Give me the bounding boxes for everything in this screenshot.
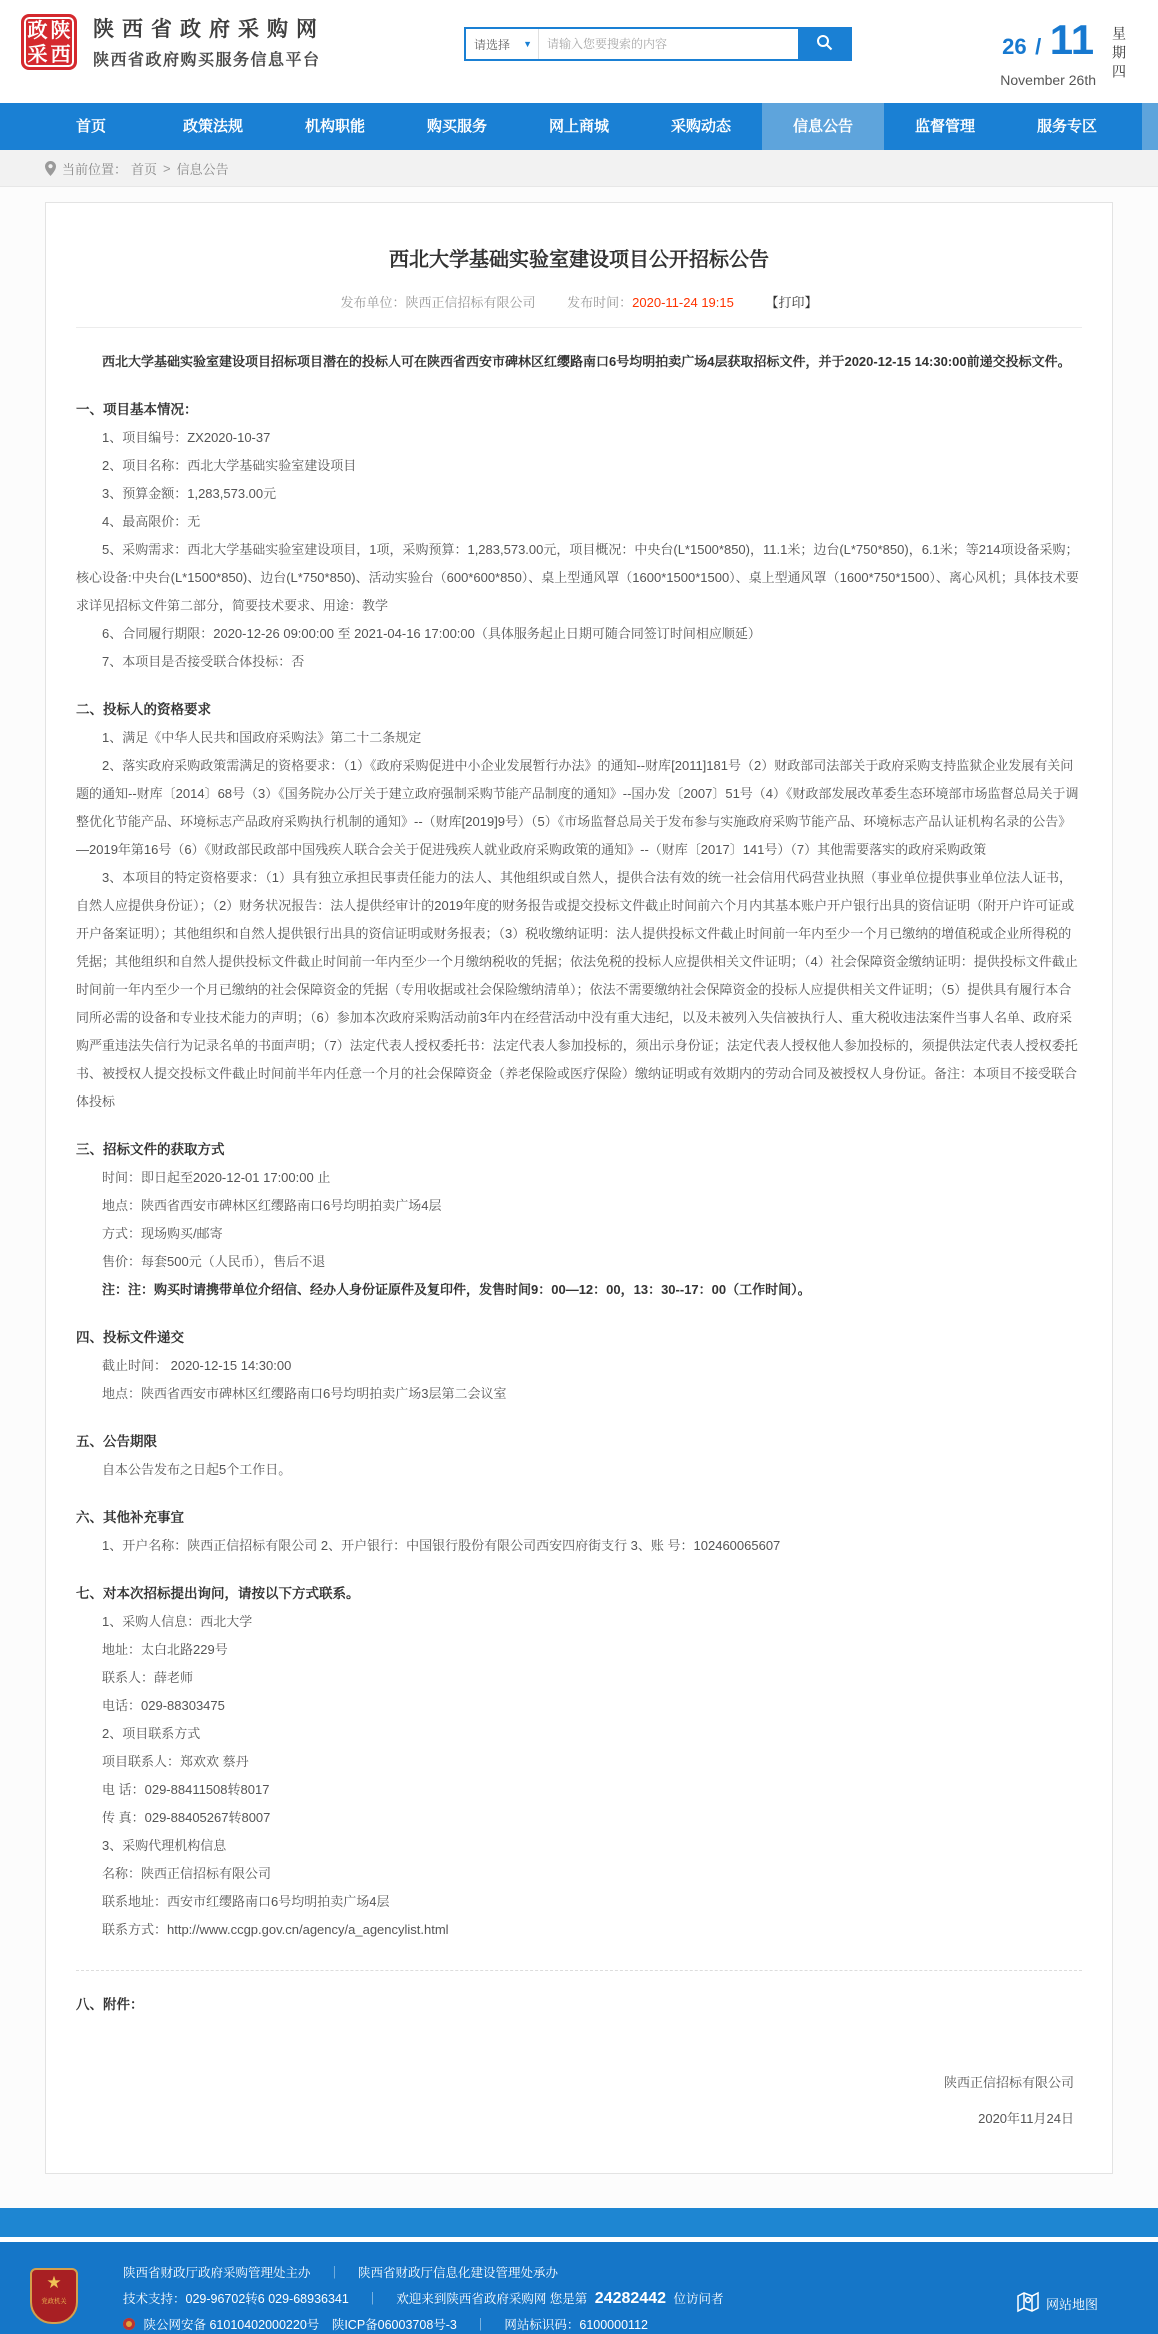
section-heading: 二、投标人的资格要求 bbox=[76, 702, 211, 717]
site-title: 陕西省政府采购网 bbox=[93, 18, 325, 41]
publisher-label: 发布单位： bbox=[340, 295, 406, 310]
breadcrumb bbox=[0, 150, 1158, 187]
article-paragraph: 地址：太白北路229号 bbox=[102, 1642, 228, 1657]
publish-time-label: 发布时间： bbox=[567, 295, 633, 310]
print-button[interactable]: 【打印】 bbox=[765, 295, 818, 310]
search-icon bbox=[816, 34, 833, 54]
article-paragraph: 3、采购代理机构信息 bbox=[102, 1838, 227, 1853]
emblem-text: 党政机关 bbox=[41, 2298, 67, 2305]
nav-item-procurement-news[interactable]: 采购动态 bbox=[670, 118, 731, 135]
date-weekday: 星期四 bbox=[1111, 25, 1127, 83]
article-paragraph: 5、采购需求：西北大学基础实验室建设项目，1项，采购预算：1,283,573.00元，项目概况：中央台(L*1500*850)，11.1米；边台(L*750*850)，6.1米；等214项设备采购；核心设备:中央台(L*1500*850)、边台(L*750*850)、活动实验台（600*600*850）、桌上型通风罩（1600*1500*1500）、桌上型通风罩（1600*750*1500）、离心风机；具体技术要求详见招标文件第二部分，简要技术要求、用途：教学 bbox=[76, 542, 1079, 613]
search-box bbox=[464, 27, 852, 61]
location-pin-icon bbox=[45, 161, 56, 176]
logo-char: 陕 bbox=[50, 19, 71, 42]
publisher-value: 陕西正信招标有限公司 bbox=[405, 295, 536, 310]
article-paragraph: 联系方式：http://www.ccgp.gov.cn/agency/a_agencylist.html bbox=[102, 1922, 449, 1937]
article-meta bbox=[76, 292, 1082, 328]
date-main bbox=[1000, 16, 1096, 88]
footer-separator: ｜ bbox=[474, 2318, 487, 2332]
article-paragraph: 4、最高限价：无 bbox=[102, 514, 201, 529]
visitor-count: 24282442 bbox=[594, 2290, 666, 2307]
article-paragraph: 项目联系人：郑欢欢 蔡丹 bbox=[102, 1754, 249, 1769]
top-header bbox=[0, 0, 1158, 103]
breadcrumb-current[interactable]: 信息公告 bbox=[176, 161, 229, 177]
section-heading: 一、项目基本情况： bbox=[76, 402, 198, 417]
public-security-badge-icon bbox=[123, 2318, 135, 2330]
date-widget bbox=[1000, 16, 1128, 88]
article-paragraph: 电话：029-88303475 bbox=[102, 1698, 225, 1713]
footer-accent-band bbox=[0, 2208, 1158, 2237]
article-paragraph: 时间：即日起至2020-12-01 17:00:00 止 bbox=[102, 1170, 331, 1185]
nav-menu bbox=[30, 103, 1128, 150]
footer-zone bbox=[0, 2208, 1158, 2334]
page-title: 西北大学基础实验室建设项目公开招标公告 bbox=[389, 249, 769, 271]
article-paragraph: 1、开户名称：陕西正信招标有限公司 2、开户银行：中国银行股份有限公司西安四府街支行 3、账 号：102460065607 bbox=[102, 1538, 781, 1553]
article-paragraph: 2、项目名称：西北大学基础实验室建设项目 bbox=[102, 458, 357, 473]
signature-line: 陕西正信招标有限公司 bbox=[943, 2075, 1074, 2090]
article-paragraph: 注：注：购买时请携带单位介绍信、经办人身份证原件及复印件，发售时间9：00—12：00，13：30--17：00（工作时间）。 bbox=[102, 1282, 811, 1297]
section-heading: 八、附件： bbox=[76, 1997, 144, 2012]
nav-item-purchase-service[interactable]: 购买服务 bbox=[426, 118, 487, 135]
footer-beian-line bbox=[123, 2312, 723, 2334]
sitemap-label: 网站地图 bbox=[1045, 2297, 1098, 2312]
section-heading: 六、其他补充事宜 bbox=[76, 1510, 184, 1525]
article-paragraph: 1、满足《中华人民共和国政府采购法》第二十二条规定 bbox=[102, 730, 422, 745]
date-day: 26 bbox=[1002, 34, 1027, 59]
article-paragraph: 电 话：029-88411508转8017 bbox=[102, 1782, 270, 1797]
article-paragraph: 1、采购人信息：西北大学 bbox=[102, 1614, 253, 1629]
article-paragraph: 名称：陕西正信招标有限公司 bbox=[102, 1866, 272, 1881]
footer bbox=[0, 2242, 1158, 2334]
article-paragraph: 2、项目联系方式 bbox=[102, 1726, 201, 1741]
site-brand[interactable] bbox=[21, 13, 325, 70]
section-heading: 五、公告期限 bbox=[76, 1434, 157, 1449]
breadcrumb-label: 当前位置： bbox=[62, 161, 128, 177]
nav-item-policy[interactable]: 政策法规 bbox=[182, 118, 243, 135]
article-paragraph: 联系地址：西安市红缨路南口6号均明拍卖广场4层 bbox=[102, 1894, 390, 1909]
footer-text bbox=[123, 2260, 723, 2334]
search-button[interactable] bbox=[798, 29, 850, 59]
article-paragraph: 售价：每套500元（人民币），售后不退 bbox=[102, 1254, 326, 1269]
nav-item-info-notice[interactable]: 信息公告 bbox=[762, 103, 884, 150]
article-paragraph: 截止时间： 2020-12-15 14:30:00 bbox=[102, 1358, 292, 1373]
search-select-label: 请选择 bbox=[474, 37, 511, 52]
sitemap-link[interactable] bbox=[1016, 2290, 1098, 2317]
map-icon bbox=[1016, 2290, 1046, 2317]
date-english bbox=[1000, 72, 1096, 88]
logo-char: 西 bbox=[50, 43, 71, 66]
article-paragraph: 传 真：029-88405267转8007 bbox=[102, 1810, 271, 1825]
article-paragraph: 自本公告发布之日起5个工作日。 bbox=[102, 1462, 292, 1477]
footer-site-code: 网站标识码：6100000112 bbox=[504, 2318, 648, 2332]
logo-char: 政 bbox=[27, 19, 48, 42]
signature-line: 2020年11月24日 bbox=[978, 2111, 1074, 2126]
site-subtitle: 陕西省政府购买服务信息平台 bbox=[93, 52, 321, 69]
spacer bbox=[76, 2019, 1082, 2061]
date-month: 11 bbox=[1049, 16, 1095, 63]
footer-support-line bbox=[123, 2286, 723, 2312]
footer-welcome-suffix: 位访问者 bbox=[673, 2292, 724, 2306]
search-input[interactable] bbox=[538, 29, 798, 59]
footer-welcome-prefix: 欢迎来到陕西省政府采购网 您是第 bbox=[396, 2292, 588, 2306]
section-heading: 三、招标文件的获取方式 bbox=[76, 1142, 225, 1157]
article-paragraph: 地点：陕西省西安市碑林区红缨路南口6号均明拍卖广场3层第二会议室 bbox=[102, 1386, 507, 1401]
date-day-en: 26th bbox=[1068, 72, 1096, 88]
footer-org-line bbox=[123, 2260, 723, 2286]
section-heading: 七、对本次招标提出询问，请按以下方式联系。 bbox=[76, 1586, 360, 1601]
announcement-card bbox=[45, 202, 1113, 2174]
breadcrumb-home-link[interactable]: 首页 bbox=[131, 161, 158, 177]
nav-item-online-mall[interactable]: 网上商城 bbox=[548, 118, 609, 135]
nav-item-supervision[interactable]: 监督管理 bbox=[914, 118, 975, 135]
footer-beian: 陕公网安备 61010402000220号 bbox=[143, 2318, 320, 2332]
article-paragraph: 西北大学基础实验室建设项目招标项目潜在的投标人可在陕西省西安市碑林区红缨路南口6号均明拍卖广场4层获取招标文件，并于2020-12-15 14:30:00前递交投标文件。 bbox=[102, 354, 1071, 369]
chevron-down-icon: ▼ bbox=[523, 39, 532, 49]
date-month-en: November bbox=[1000, 72, 1065, 88]
footer-host: 陕西省财政厅政府采购管理处主办 bbox=[123, 2266, 311, 2280]
article-paragraph: 7、本项目是否接受联合体投标：否 bbox=[102, 654, 305, 669]
publish-time-value: 2020-11-24 19:15 bbox=[632, 295, 734, 310]
date-numbers bbox=[1000, 16, 1096, 70]
article-paragraph: 6、合同履行期限：2020-12-26 09:00:00 至 2021-04-16 17:00:00（具体服务起止日期可随合同签订时间相应顺延） bbox=[102, 626, 761, 641]
section-heading: 四、投标文件递交 bbox=[76, 1330, 184, 1345]
footer-icp: 陕ICP备06003708号-3 bbox=[331, 2318, 457, 2332]
footer-separator: ｜ bbox=[366, 2292, 379, 2306]
breadcrumb-separator: > bbox=[163, 160, 171, 176]
nav-edge-fragment bbox=[1142, 103, 1158, 150]
article-body bbox=[76, 348, 1082, 2133]
article-paragraph: 1、项目编号：ZX2020-10-37 bbox=[102, 430, 271, 445]
article-paragraph: 3、本项目的特定资格要求：（1）具有独立承担民事责任能力的法人、其他组织或自然人，提供合法有效的统一社会信用代码营业执照（事业单位提供事业单位法人证书，自然人应提供身份证）；（2）财务状况报告：法人提供经审计的2019年度的财务报告或提交投标文件截止时间前六个月内其基本账户开户银行出具的资信证明（附开户许可证或开户备案证明）；其他组织和自然人提供银行出具的资信证明或财务报表；（3）税收缴纳证明：法人提供投标文件截止时间前一年内至少一个月已缴纳的增值税或企业所得税的凭据；其他组织和自然人提供投标文件截止时间前一年内至少一个月缴纳税收的凭据；依法免税的投标人应提供相关文件证明；（4）社会保障资金缴纳证明：提供投标文件截止时间前一年内至少一个月已缴纳的社会保障资金的凭据（专用收据或社会保险缴纳清单）；依法不需要缴纳社会保障资金的投标人应提供相关文件证明；（5）提供具有履行本合同所必需的设备和专业技术能力的声明；（6）参加本次政府采购活动前3年内在经营活动中没有重大违纪，以及未被列入失信被执行人、重大税收违法案件当事人名单、政府采购严重违法失信行为记录名单的书面声明；（7）法定代表人授权委托书：法定代表人参加投标的，须出示身份证；法定代表人授权他人参加投标的，须提供法定代表人授权委托书、被授权人提交投标文件截止时间前半年内任意一个月的社会保障资金（养老保险或医疗保险）缴纳证明或有效期内的劳动合同及被授权人身份证。备注：本项目不接受联合体投标 bbox=[76, 870, 1078, 1109]
nav-item-home[interactable]: 首页 bbox=[75, 118, 106, 135]
star-icon: ★ bbox=[46, 2273, 62, 2292]
article-paragraph: 联系人：薛老师 bbox=[102, 1670, 194, 1685]
footer-separator: ｜ bbox=[328, 2266, 341, 2280]
nav-item-functions[interactable]: 机构职能 bbox=[304, 118, 365, 135]
date-separator: / bbox=[1035, 34, 1042, 59]
government-emblem bbox=[30, 2268, 78, 2324]
section-divider bbox=[76, 1970, 1082, 1971]
article-paragraph: 3、预算金额：1,283,573.00元 bbox=[102, 486, 277, 501]
article-paragraph: 2、落实政府采购政策需满足的资格要求：（1）《政府采购促进中小企业发展暂行办法》的通知--财库[2011]181号（2）财政部司法部关于政府采购支持监狱企业发展有关问题的通知--财库〔2014〕68号（3）《国务院办公厅关于建立政府强制采购节能产品制度的通知》--国办发〔2007〕51号（4）《财政部发展改革委生态环境部市场监督总局关于调整优化节能产品、环境标志产品政府采购执行机制的通知》--（财库[2019]9号）（5）《市场监督总局关于发布参与实施政府采购节能产品、环境标志产品认证机构名录的公告》—2019年第16号（6）《财政部民政部中国残疾人联合会关于促进残疾人就业政府采购政策的通知》--（财库〔2017〕141号）（7）其他需要落实的政府采购政策 bbox=[76, 758, 1079, 857]
footer-organizer: 陕西省财政厅信息化建设管理处承办 bbox=[358, 2266, 559, 2280]
article-paragraph: 方式：现场购买/邮寄 bbox=[102, 1226, 223, 1241]
site-logo-seal bbox=[21, 14, 77, 70]
logo-char: 采 bbox=[27, 43, 48, 66]
brand-text bbox=[93, 13, 325, 70]
article-paragraph: 地点：陕西省西安市碑林区红缨路南口6号均明拍卖广场4层 bbox=[102, 1198, 442, 1213]
search-category-select[interactable] bbox=[466, 29, 538, 59]
nav-item-service-zone[interactable]: 服务专区 bbox=[1036, 118, 1097, 135]
footer-tech-support: 技术支持：029-96702转6 029-68936341 bbox=[123, 2292, 349, 2306]
main-nav bbox=[0, 103, 1158, 150]
